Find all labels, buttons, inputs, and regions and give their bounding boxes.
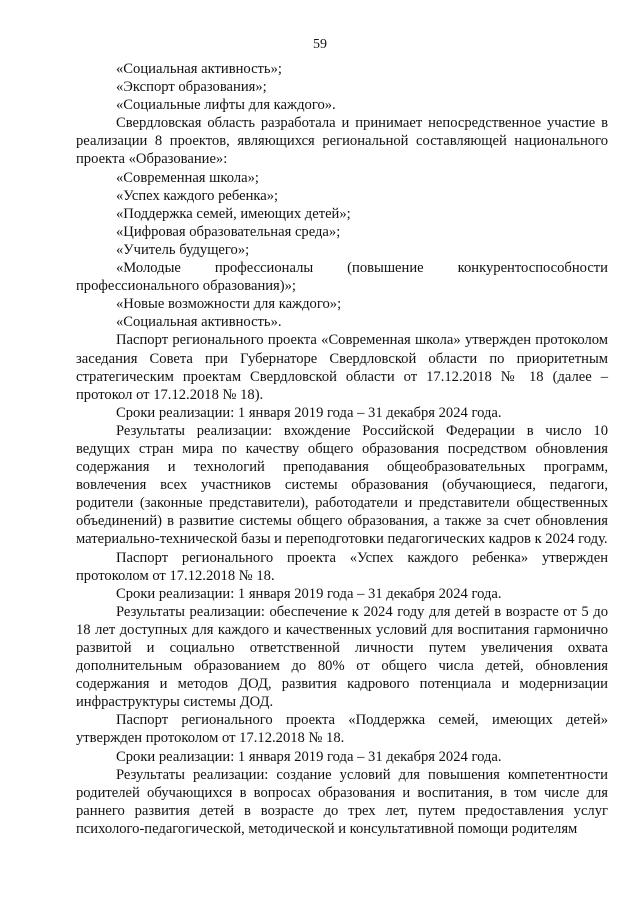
document-body: [76, 60, 608, 838]
paragraph: Паспорт регионального проекта «Современная школа» утвержден протоколом заседания Совета при Губернаторе Свердловской области по приоритетным стратегическим проектам Свердловской области от 17.12.2018 № 18 (далее – протокол от 17.12.2018 № 18).: [76, 332, 608, 403]
paragraph: Сроки реализации: 1 января 2019 года – 31 декабря 2024 года.: [116, 748, 502, 765]
list-item: «Новые возможности для каждого»;: [116, 296, 342, 313]
paragraph: Сроки реализации: 1 января 2019 года – 31 декабря 2024 года.: [116, 585, 502, 602]
list-item: «Экспорт образования»;: [116, 79, 267, 96]
list-item: «Социальная активность».: [116, 314, 282, 331]
paragraph: Свердловская область разработала и принимает непосредственное участие в реализации 8 проектов, являющихся региональной составляющей национального проекта «Образование»:: [76, 115, 608, 168]
list-item: «Успех каждого ребенка»;: [116, 187, 279, 204]
paragraph: Результаты реализации: обеспечение к 2024 году для детей в возрасте от 5 до 18 лет доступных для каждого и качественных условий для воспитания гармонично развитой и социально ответственной личности путем увеличения охвата дополнительным образованием до 80% от общего числа детей, обновления содержания и методов ДОД, развития кадрового потенциала и модернизации инфраструктуры системы ДОД.: [76, 603, 608, 711]
paragraph: Паспорт регионального проекта «Поддержка семей, имеющих детей» утвержден протоколом от 17.12.2018 № 18.: [76, 712, 608, 747]
list-item: «Молодые профессионалы (повышение конкурентоспособности профессионального образования)»;: [76, 260, 608, 295]
paragraph: Сроки реализации: 1 января 2019 года – 31 декабря 2024 года.: [116, 404, 502, 421]
paragraph: Результаты реализации: создание условий для повышения компетентности родителей обучающихся в вопросах образования и воспитания, в том числе для раннего развития детей в возрасте до трех лет, путем предоставления услуг психолого-педагогической, методической и консультативной помощи родителям: [76, 766, 608, 837]
page-number: 59: [313, 37, 327, 52]
list-item: «Современная школа»;: [116, 169, 259, 186]
list-item: «Цифровая образовательная среда»;: [116, 223, 341, 240]
list-item: «Социальные лифты для каждого».: [116, 97, 336, 114]
paragraph: Паспорт регионального проекта «Успех каждого ребенка» утвержден протоколом от 17.12.2018 № 18.: [76, 549, 608, 584]
paragraph: Результаты реализации: вхождение Российской Федерации в число 10 ведущих стран мира по качеству общего образования посредством обновления содержания и технологий преподавания общеобразовательных программ, вовлечения всех участников системы образования (обучающиеся, педагоги, родители (законные представители), работодатели и представители общественных объединений) в развитие системы общего образования, а также за счет обновления материально-технической базы и переподготовки педагогических кадров к 2024 году.: [76, 422, 608, 548]
list-item: «Социальная активность»;: [116, 61, 282, 77]
list-item: «Поддержка семей, имеющих детей»;: [116, 205, 351, 222]
list-item: «Учитель будущего»;: [116, 241, 250, 258]
